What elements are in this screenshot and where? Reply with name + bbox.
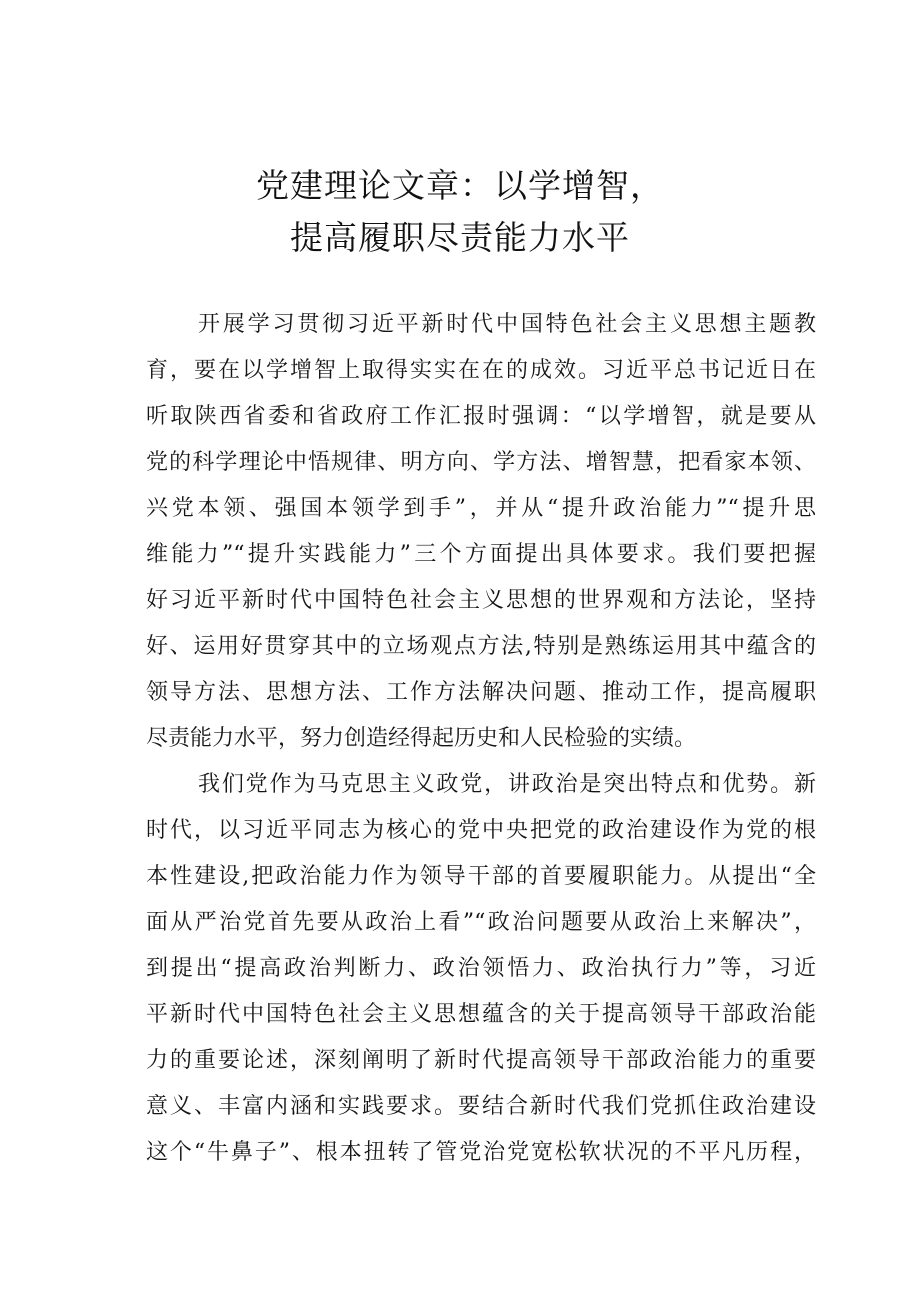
paragraph-line: 面从严治党首先要从政治上看”“政治问题要从政治上来解决”， xyxy=(146,910,816,935)
paragraph-line: 领导方法、思想方法、工作方法解决问题、推动工作，提高履职 xyxy=(146,680,816,705)
paragraph-line: 兴党本领、强国本领学到手”，并从“提升政治能力”“提升思 xyxy=(146,496,816,521)
title-line: 提高履职尽责能力水平 xyxy=(290,218,630,257)
paragraph-line: 到提出“提高政治判断力、政治领悟力、政治执行力”等，习近 xyxy=(146,956,816,981)
title-line: 党建理论文章：以学增智， xyxy=(256,166,664,205)
paragraph-line: 本性建设,把政治能力作为领导干部的首要履职能力。从提出“全 xyxy=(146,864,816,889)
document-body xyxy=(146,302,816,1176)
paragraph-line: 这个“牛鼻子”、根本扭转了管党治党宽松软状况的不平凡历程， xyxy=(146,1140,816,1165)
paragraph-line: 听取陕西省委和省政府工作汇报时强调：“以学增智，就是要从 xyxy=(146,404,816,429)
paragraph-1 xyxy=(146,302,816,762)
document-title xyxy=(0,160,920,264)
paragraph-line: 党的科学理论中悟规律、明方向、学方法、增智慧，把看家本领、 xyxy=(146,450,816,475)
paragraph-line: 意义、丰富内涵和实践要求。要结合新时代我们党抓住政治建设 xyxy=(146,1094,816,1119)
paragraph-line: 好习近平新时代中国特色社会主义思想的世界观和方法论，坚持 xyxy=(146,588,816,613)
paragraph-line: 我们党作为马克思主义政党，讲政治是突出特点和优势。新 xyxy=(198,772,816,797)
paragraph-line: 开展学习贯彻习近平新时代中国特色社会主义思想主题教 xyxy=(198,312,816,337)
paragraph-line: 好、运用好贯穿其中的立场观点方法,特别是熟练运用其中蕴含的 xyxy=(146,634,816,659)
paragraph-line: 维能力”“提升实践能力”三个方面提出具体要求。我们要把握 xyxy=(146,542,816,567)
paragraph-line: 时代，以习近平同志为核心的党中央把党的政治建设作为党的根 xyxy=(146,818,816,843)
paragraph-line: 平新时代中国特色社会主义思想蕴含的关于提高领导干部政治能 xyxy=(146,1002,816,1027)
paragraph-line: 尽责能力水平，努力创造经得起历史和人民检验的实绩。 xyxy=(146,726,697,751)
paragraph-line: 力的重要论述，深刻阐明了新时代提高领导干部政治能力的重要 xyxy=(146,1048,816,1073)
paragraph-2 xyxy=(146,762,816,1176)
paragraph-line: 育，要在以学增智上取得实实在在的成效。习近平总书记近日在 xyxy=(146,358,816,383)
